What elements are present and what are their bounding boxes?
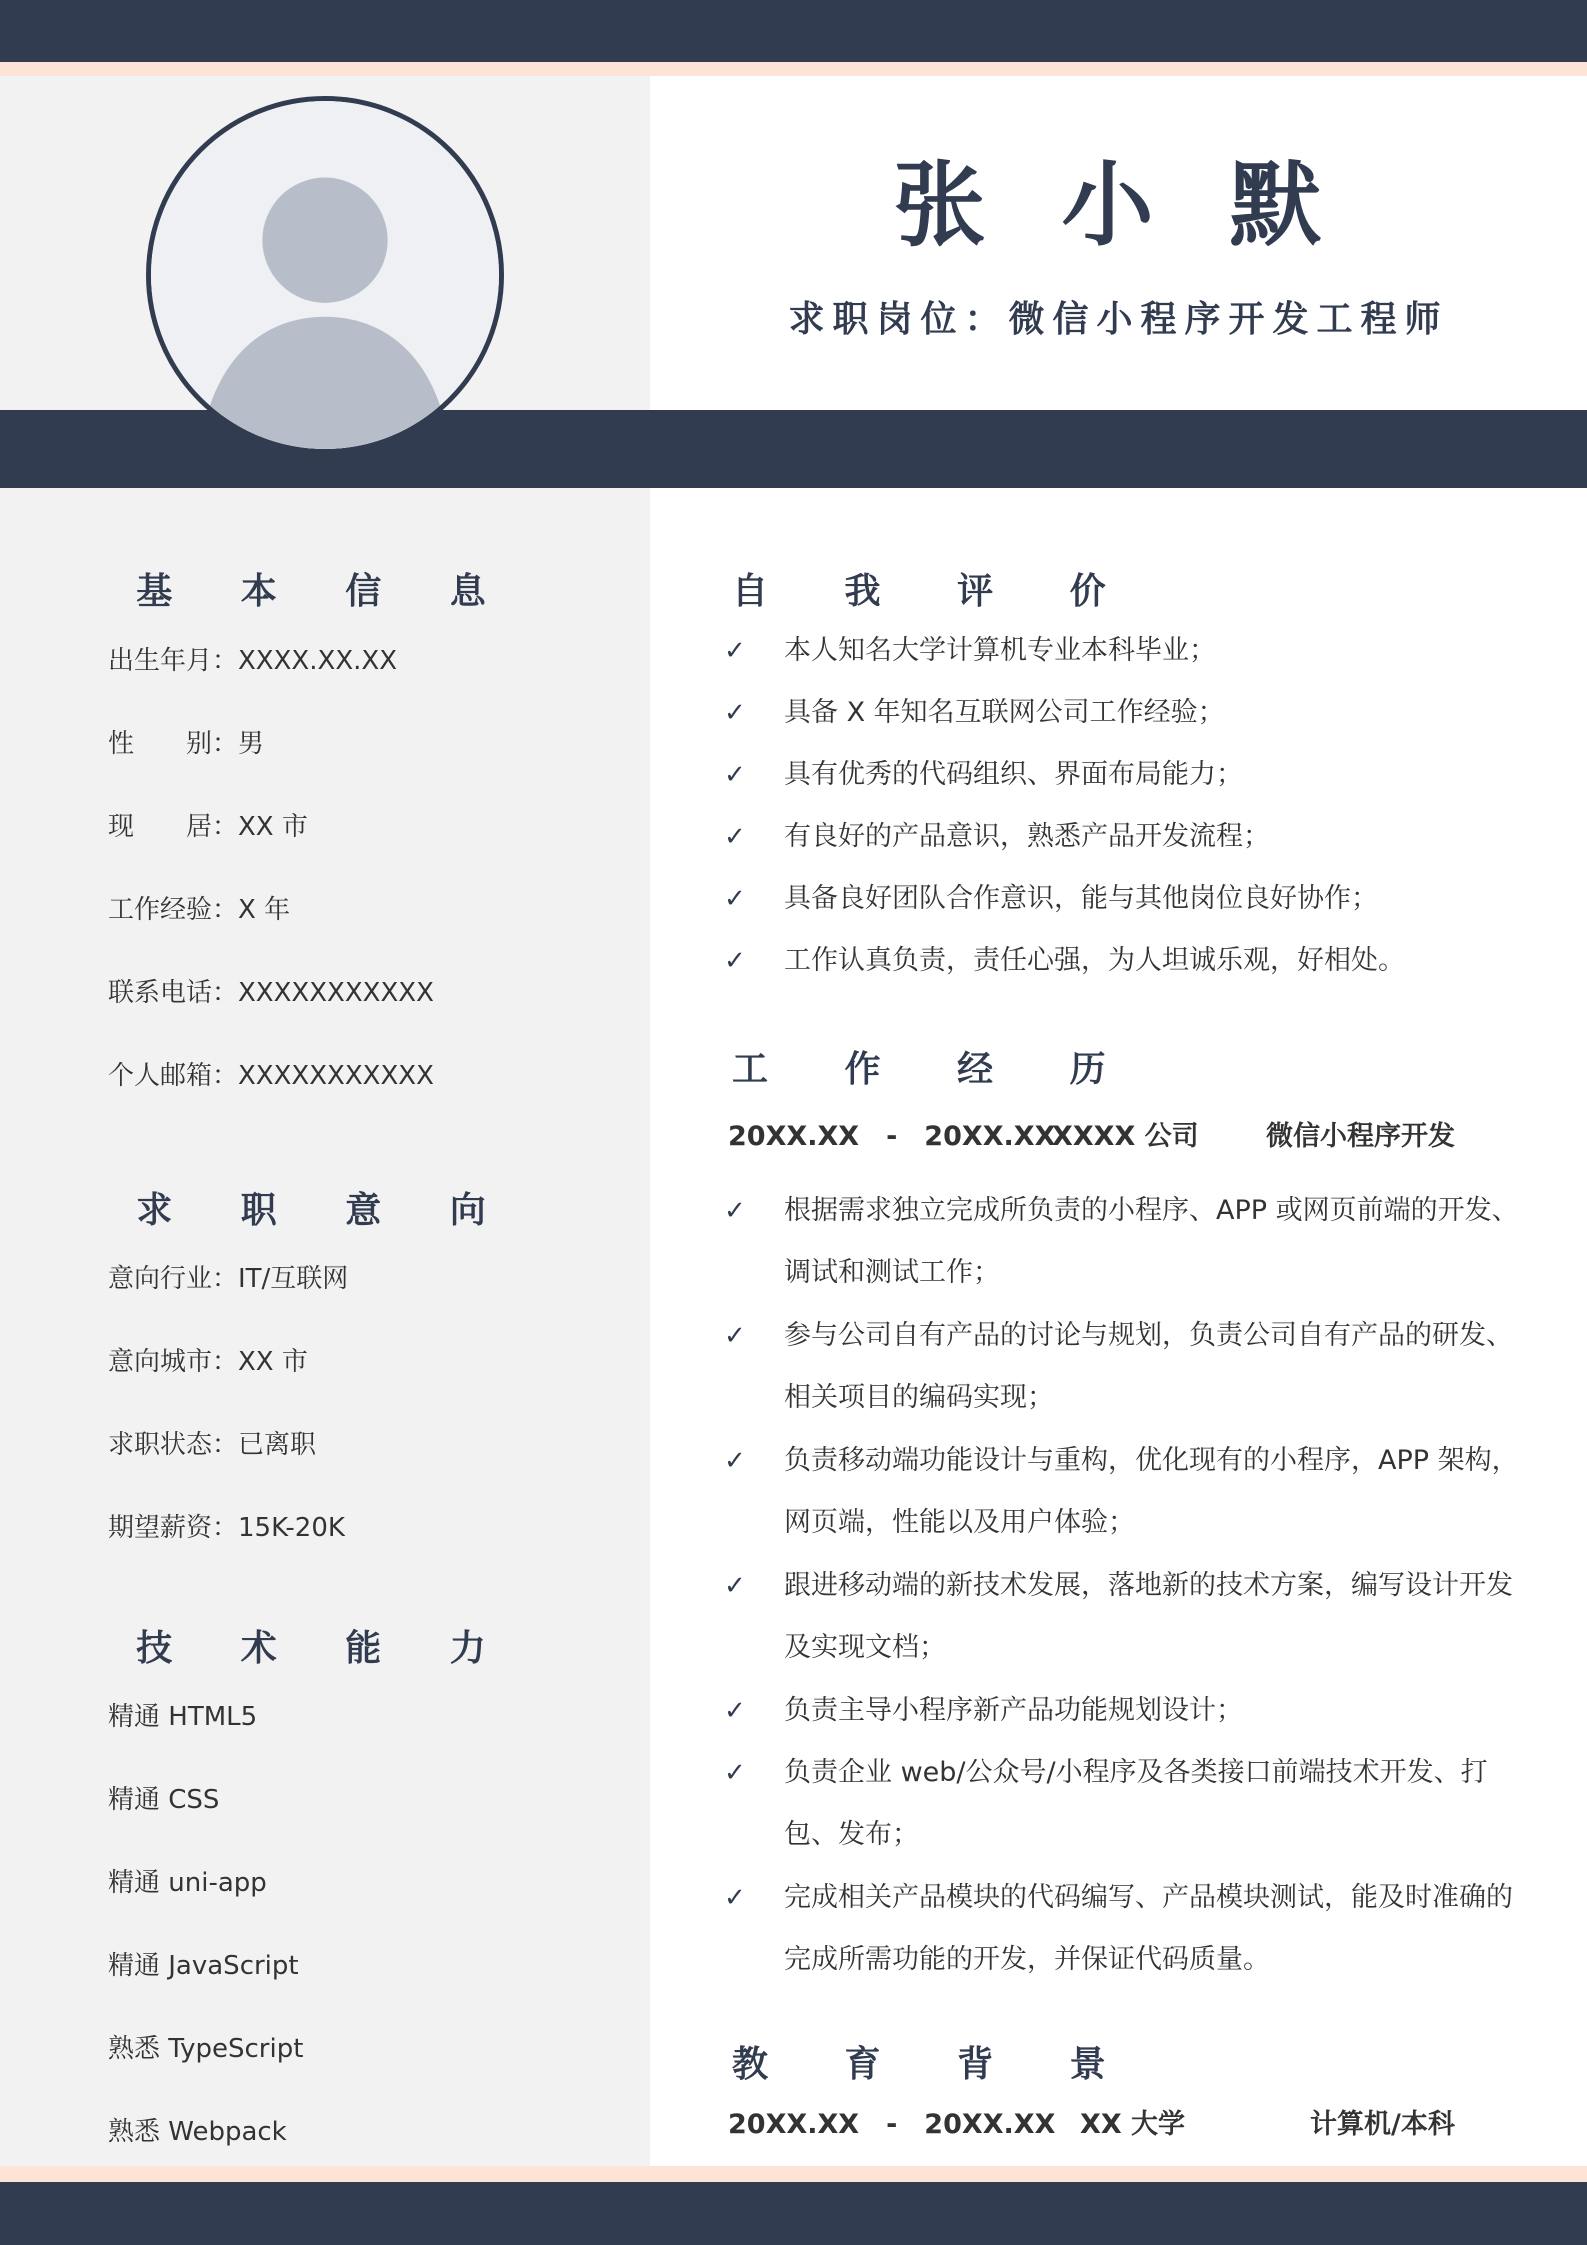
check-icon: ✓ bbox=[724, 1321, 746, 1351]
work-item: ✓ 负责企业 web/公众号/小程序及各类接口前端技术开发、打包、发布； bbox=[724, 1742, 1524, 1866]
work-company: XXXX 公司 bbox=[1052, 1121, 1199, 1152]
check-icon: ✓ bbox=[724, 822, 746, 852]
top-accent-stripe bbox=[0, 62, 1587, 76]
check-icon: ✓ bbox=[724, 760, 746, 790]
evaluation-item: ✓ 具备 X 年知名互联网公司工作经验； bbox=[724, 682, 1524, 744]
work-experience-title: 工 作 经 历 bbox=[732, 1049, 1138, 1090]
candidate-name: 张 小 默 bbox=[893, 152, 1344, 259]
intention-status: 求职状态：已离职 bbox=[108, 1430, 317, 1460]
work-item: ✓ 负责主导小程序新产品功能规划设计； bbox=[724, 1680, 1524, 1742]
basic-info-title: 基 本 信 息 bbox=[136, 571, 514, 612]
check-icon: ✓ bbox=[724, 1696, 746, 1726]
job-title: 求职岗位：微信小程序开发工程师 bbox=[788, 299, 1449, 340]
info-experience: 工作经验：X 年 bbox=[108, 895, 291, 925]
info-email: 个人邮箱：XXXXXXXXXXX bbox=[108, 1061, 434, 1091]
skill-item: 精通 CSS bbox=[108, 1785, 220, 1815]
work-role: 微信小程序开发 bbox=[1266, 1121, 1455, 1152]
work-item: ✓ 跟进移动端的新技术发展，落地新的技术方案，编写设计开发及实现文档； bbox=[724, 1555, 1524, 1679]
info-residence: 现 居：XX 市 bbox=[108, 812, 308, 842]
job-intention-title: 求 职 意 向 bbox=[136, 1190, 514, 1231]
info-phone: 联系电话：XXXXXXXXXXX bbox=[108, 978, 434, 1008]
skill-item: 熟悉 TypeScript bbox=[108, 2034, 304, 2064]
check-icon: ✓ bbox=[724, 1446, 746, 1476]
evaluation-item: ✓ 具有优秀的代码组织、界面布局能力； bbox=[724, 744, 1524, 806]
info-gender: 性 别：男 bbox=[108, 729, 265, 759]
avatar-placeholder bbox=[146, 96, 504, 454]
check-icon: ✓ bbox=[724, 1196, 746, 1226]
evaluation-item: ✓ 具备良好团队合作意识，能与其他岗位良好协作； bbox=[724, 868, 1524, 930]
check-icon: ✓ bbox=[724, 698, 746, 728]
check-icon: ✓ bbox=[724, 1571, 746, 1601]
evaluation-item: ✓ 工作认真负责，责任心强，为人坦诚乐观，好相处。 bbox=[724, 930, 1524, 992]
check-icon: ✓ bbox=[724, 1883, 746, 1913]
bottom-accent-stripe bbox=[0, 2166, 1587, 2182]
top-bar bbox=[0, 0, 1587, 62]
education-title: 教 育 背 景 bbox=[732, 2044, 1138, 2085]
skill-item: 熟悉 Webpack bbox=[108, 2117, 287, 2147]
skill-item: 精通 uni-app bbox=[108, 1868, 267, 1898]
info-birth: 出生年月：XXXX.XX.XX bbox=[108, 646, 398, 676]
evaluation-item: ✓ 有良好的产品意识，熟悉产品开发流程； bbox=[724, 806, 1524, 868]
work-item: ✓ 根据需求独立完成所负责的小程序、APP 或网页前端的开发、调试和测试工作； bbox=[724, 1180, 1524, 1304]
intention-city: 意向城市：XX 市 bbox=[108, 1347, 308, 1377]
education-period: 20XX.XX - 20XX.XX bbox=[728, 2109, 1056, 2140]
bottom-bar bbox=[0, 2182, 1587, 2245]
avatar-icon bbox=[151, 101, 499, 449]
skill-item: 精通 HTML5 bbox=[108, 1702, 258, 1732]
check-icon: ✓ bbox=[724, 946, 746, 976]
work-item: ✓ 参与公司自有产品的讨论与规划，负责公司自有产品的研发、相关项目的编码实现； bbox=[724, 1305, 1524, 1429]
check-icon: ✓ bbox=[724, 884, 746, 914]
work-item: ✓ 完成相关产品模块的代码编写、产品模块测试，能及时准确的完成所需功能的开发，并保证代码质量。 bbox=[724, 1867, 1524, 1991]
check-icon: ✓ bbox=[724, 1758, 746, 1788]
skill-item: 精通 JavaScript bbox=[108, 1951, 299, 1981]
education-school: XX 大学 bbox=[1080, 2109, 1186, 2140]
check-icon: ✓ bbox=[724, 636, 746, 666]
intention-industry: 意向行业：IT/互联网 bbox=[108, 1264, 349, 1294]
work-item: ✓ 负责移动端功能设计与重构，优化现有的小程序，APP 架构，网页端，性能以及用户体验； bbox=[724, 1430, 1524, 1554]
work-period: 20XX.XX - 20XX.XX bbox=[728, 1121, 1056, 1152]
skills-title: 技 术 能 力 bbox=[136, 1628, 514, 1669]
evaluation-item: ✓ 本人知名大学计算机专业本科毕业； bbox=[724, 620, 1524, 682]
self-evaluation-title: 自 我 评 价 bbox=[732, 571, 1138, 612]
intention-salary: 期望薪资：15K-20K bbox=[108, 1513, 345, 1543]
education-major: 计算机/本科 bbox=[1310, 2109, 1455, 2140]
